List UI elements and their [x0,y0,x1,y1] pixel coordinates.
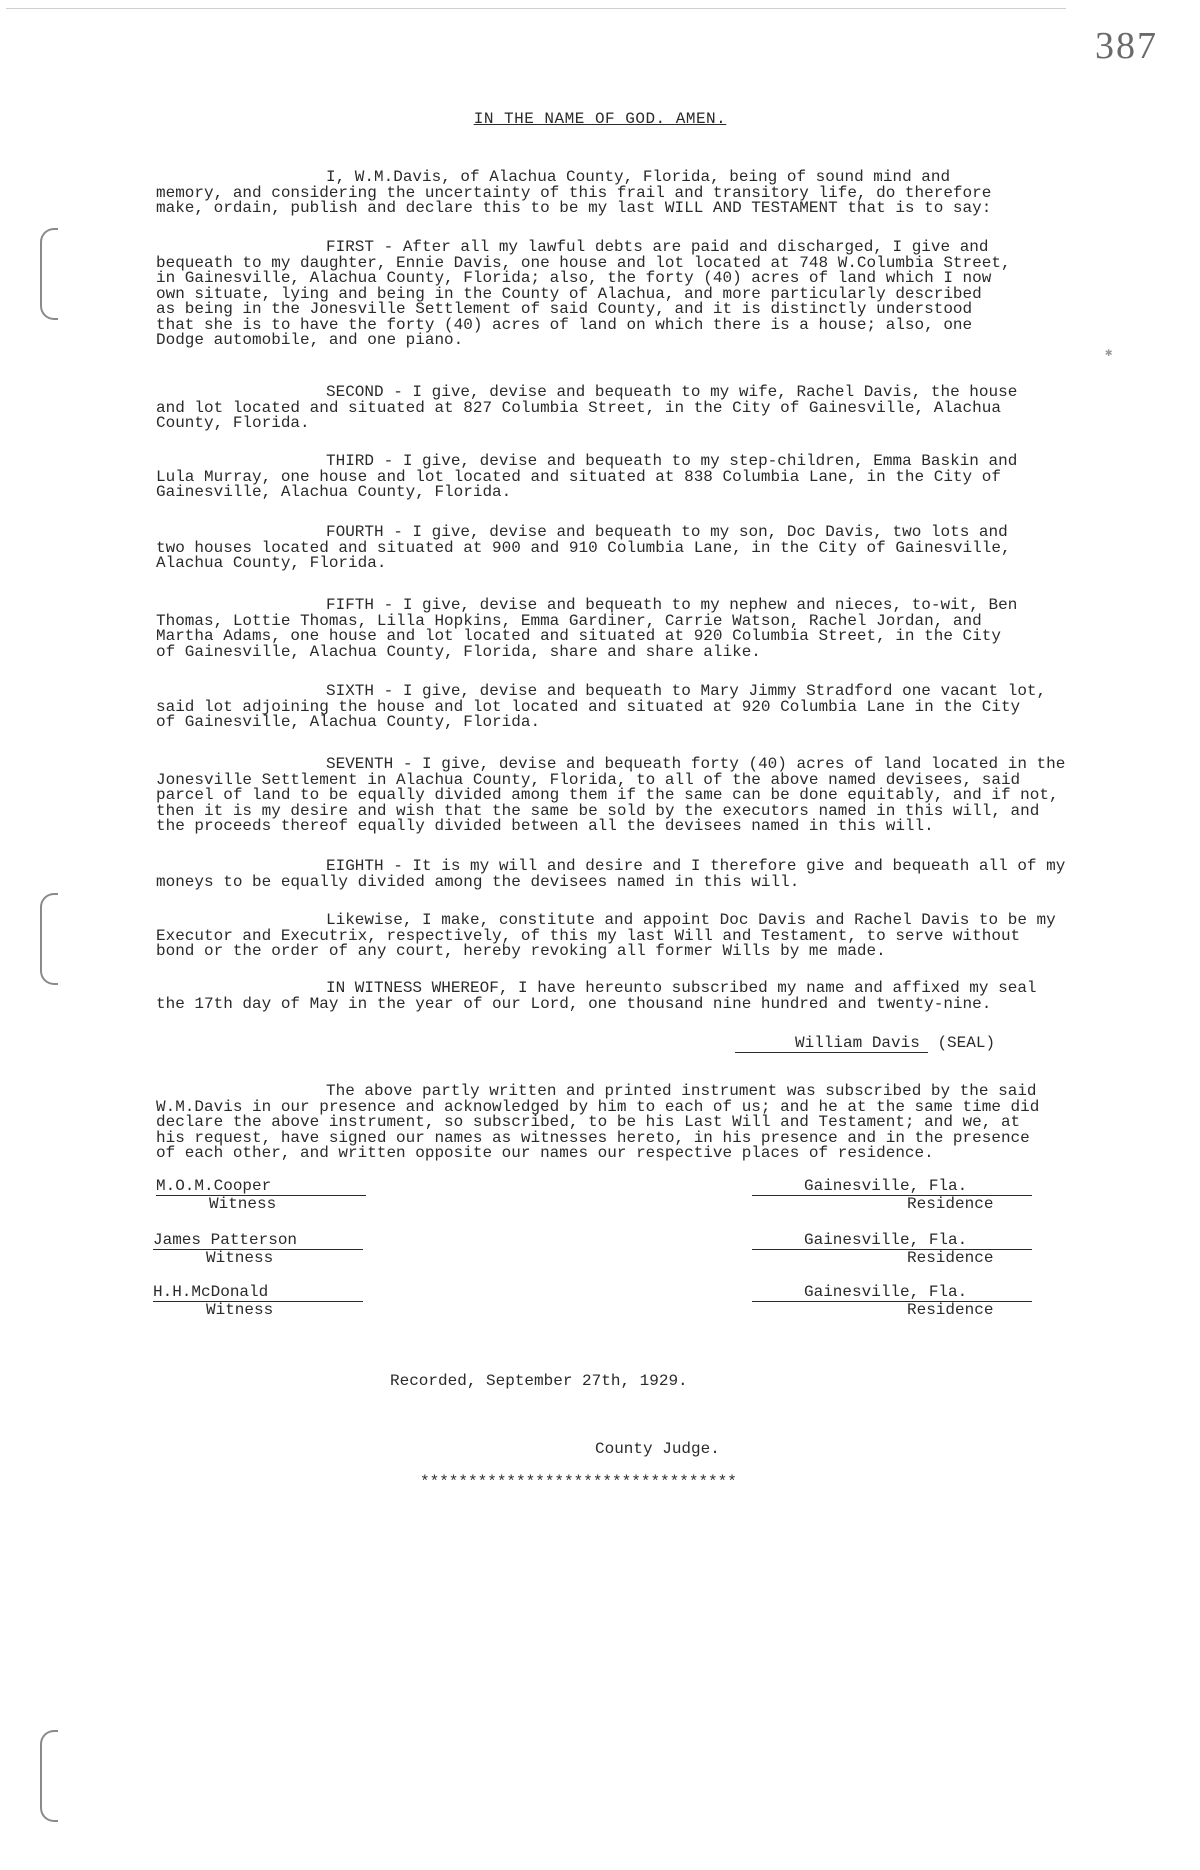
will-body-witness [156,981,1116,1012]
binder-hole-mark [40,228,58,320]
residence-2 [752,1232,1032,1267]
fifth-article: FIFTH - I give, devise and bequeath to my nephew and nieces, to-wit, Ben Thomas, Lottie Thomas, Lilla Hopkins, Emma Gardiner, Carrie Watson, Rachel Jordan, and Martha Adams, one house and lot located and situated at 920 Columbia Street, in the City of Gainesville, Alachua County, Florida, share and share alike. [156,596,1018,661]
residence-label: Residence [907,1249,994,1267]
in-witness-paragraph: IN WITNESS WHEREOF, I have hereunto subscribed my name and affixed my seal the 17th day of May in the year of our Lord, one thousand nine hundred and twenty-nine. [156,979,1037,1013]
attestation-paragraph: The above partly written and printed instrument was subscribed by the said W.M.Davis in our presence and acknowledged by him to each of us; and he at the same time did declare the above instrument, so subscribed, to be his Last Will and Testament; and we, at his request, have signed our names as witnesses hereto, in his presence and in the presence of each other, and written opposite our names our respective places of residence. [156,1082,1040,1162]
second-article: SECOND - I give, devise and bequeath to my wife, Rachel Davis, the house and lot located and situated at 827 Columbia Street, in the City of Gainesville, Alachua County, Florida. [156,383,1018,432]
residence-name: Gainesville, Fla. [752,1178,1032,1196]
opening-paragraph: I, W.M.Davis, of Alachua County, Florida, being of sound mind and memory, and considering the uncertainty of this frail and transitory life, do therefore make, ordain, publish and declare this to be my last WILL AND TESTAMENT that is to say: [156,168,992,217]
top-edge-line [6,8,1066,9]
residence-3 [752,1284,1032,1319]
page-number: 387 [1095,25,1158,67]
will-body-third [156,454,1116,501]
ink-speck: ✱ [1105,346,1113,360]
witness-label: Witness [206,1301,274,1319]
testator-signature [735,1034,995,1053]
residence-name: Gainesville, Fla. [752,1232,1032,1250]
will-body-sixth [156,684,1116,731]
eighth-article: EIGHTH - It is my will and desire and I therefore give and bequeath all of my moneys to be equally divided among the devisees named in this will. [156,857,1066,891]
county-judge-label: County Judge. [595,1440,720,1458]
fourth-article: FOURTH - I give, devise and bequeath to my son, Doc Davis, two lots and two houses located and situated at 900 and 910 Columbia Lane, in the City of Gainesville, Alachua County, Florida. [156,523,1011,572]
seventh-article: SEVENTH - I give, devise and bequeath forty (40) acres of land located in the Jonesville Settlement in Alachua County, Florida, to all of the above named devisees, said parcel of land to be equally divided among them if the same can be done equitably, and if not, then it is my desire and wish that the same be sold by the executors named in this will, and the proceeds thereof equally divided between all the devisees named in this will. [156,755,1066,835]
will-body-fifth [156,598,1116,660]
seal-label: (SEAL) [937,1034,996,1052]
will-body-eighth [156,859,1116,890]
residence-label: Residence [907,1301,994,1319]
residence-name: Gainesville, Fla. [752,1284,1032,1302]
third-article: THIRD - I give, devise and bequeath to my step-children, Emma Baskin and Lula Murray, one house and lot located and situated at 838 Columbia Lane, in the City of Gainesville, Alachua County, Florida. [156,452,1018,501]
will-body-executors [156,913,1116,960]
will-body-seventh [156,757,1116,835]
will-body [156,170,1116,217]
executors-paragraph: Likewise, I make, constitute and appoint Doc Davis and Rachel Davis to be my Executor and Executrix, respectively, of this my last Will and Testament, to serve without bond or the order of any court, hereby revoking all former Wills by me made. [156,911,1056,960]
sixth-article: SIXTH - I give, devise and bequeath to Mary Jimmy Stradford one vacant lot, said lot adjoining the house and lot located and situated at 920 Columbia Lane in the City of Gainesville, Alachua County, Florida. [156,682,1047,731]
attestation-clause [156,1084,1116,1162]
will-body-first [156,240,1116,349]
first-article: FIRST - After all my lawful debts are paid and discharged, I give and bequeath to my daughter, Ennie Davis, one house and lot located at 748 W.Columbia Street, in Gainesville, Alachua County, Florida; also, the forty (40) acres of land which I now own situate, lying and being in the County of Alachua, and more particularly described as being in the Jonesville Settlement of said County, and it is distinctly understood that she is to have the forty (40) acres of land on which there is a house; also, one Dodge automobile, and one piano. [156,238,1011,349]
witness-2 [153,1232,363,1267]
will-body-fourth [156,525,1116,572]
recorded-date: Recorded, September 27th, 1929. [390,1372,688,1390]
will-body-second [156,385,1116,432]
witness-3 [153,1284,363,1319]
witness-label: Witness [209,1195,277,1213]
signature-name: William Davis [735,1034,928,1053]
binder-hole-mark [40,893,58,985]
witness-label: Witness [206,1249,274,1267]
witness-1 [156,1178,366,1213]
witness-name: James Patterson [153,1232,363,1250]
witness-name: H.H.McDonald [153,1284,363,1302]
binder-hole-mark [40,1730,58,1822]
residence-label: Residence [907,1195,994,1213]
witness-name: M.O.M.Cooper [156,1178,366,1196]
residence-1 [752,1178,1032,1213]
separator-stars: ********************************* [420,1473,737,1491]
document-title: IN THE NAME OF GOD. AMEN. [473,110,727,128]
